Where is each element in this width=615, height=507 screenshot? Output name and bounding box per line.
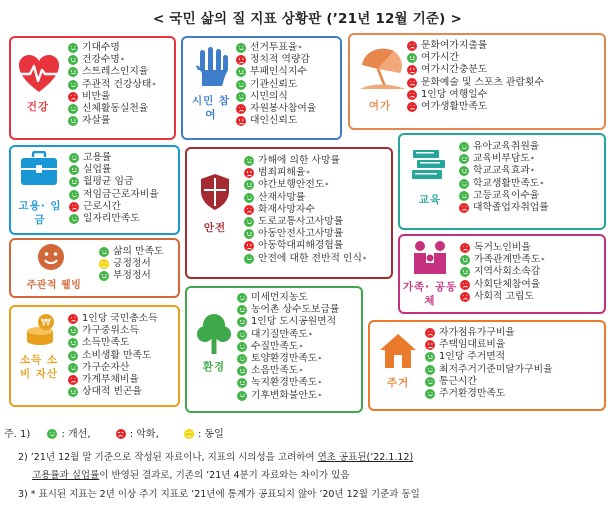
- indicator-item: [237, 365, 339, 377]
- indicator-label: 신체활동실천율: [82, 102, 149, 114]
- improved-face-icon: [69, 190, 79, 200]
- improved-face-icon: [244, 254, 254, 264]
- worsened-face-icon: [407, 102, 417, 112]
- indicator-item: [459, 141, 549, 153]
- improved-face-icon: [99, 271, 109, 281]
- indicator-item: [68, 313, 158, 325]
- improved-face-icon: [99, 247, 109, 257]
- improved-face-icon: [425, 389, 435, 399]
- indicator-label: 실업률: [83, 164, 112, 176]
- house-icon: [378, 332, 418, 370]
- domain-label-subjective: 주관적 웰빙: [26, 280, 82, 291]
- domain-label-education: 교육: [418, 194, 442, 206]
- indicator-item: [244, 167, 366, 179]
- family-icon: [410, 240, 450, 276]
- indicator-label: 고용률: [83, 152, 112, 163]
- legend-note: [4, 425, 224, 440]
- domain-label-environment: 환경: [202, 361, 226, 373]
- indicator-item: [99, 246, 163, 258]
- indicator-item: [425, 388, 553, 400]
- indicator-item: [69, 201, 159, 213]
- indicator-item: [68, 42, 156, 54]
- improved-face-icon: [47, 429, 57, 439]
- indicator-item: [68, 115, 156, 127]
- legend-same-label: : 동일: [197, 429, 224, 440]
- worsened-face-icon: [407, 65, 417, 75]
- indicator-label: 1인당 국민총소득: [82, 313, 158, 324]
- worsened-face-icon: [460, 243, 470, 253]
- indicator-item: [244, 204, 366, 216]
- biennial-marker: *: [541, 256, 545, 265]
- indicator-item: [407, 101, 544, 113]
- indicator-item: [68, 325, 158, 337]
- indicator-label: 1인당 여행일수: [421, 88, 488, 100]
- indicator-label: 대인신뢰도: [250, 115, 298, 127]
- worsened-face-icon: [407, 41, 417, 51]
- domain-label-health: 건강: [26, 101, 50, 113]
- indicator-list-health: [68, 42, 156, 127]
- indicator-label: 아동학대피해경험률: [258, 240, 344, 252]
- indicator-item: [237, 292, 339, 304]
- biennial-marker: *: [120, 56, 125, 65]
- indicator-item: [236, 103, 316, 115]
- improved-face-icon: [68, 104, 78, 114]
- worsened-face-icon: [244, 205, 254, 215]
- indicator-label: 기대수명: [82, 42, 120, 53]
- domain-box-education: [398, 133, 606, 230]
- indicator-label: 1인당 주거면적: [439, 351, 506, 363]
- indicator-label: 상대적 빈곤율: [82, 386, 142, 398]
- worsened-face-icon: [236, 55, 246, 65]
- improved-face-icon: [68, 67, 78, 77]
- note-2-text-a: 2) ’21년 12월 말 기준으로 작성된 자료이나, 지표의 시의성을 고려하여: [18, 452, 318, 463]
- same-face-icon: [99, 259, 109, 269]
- improved-face-icon: [68, 338, 78, 348]
- indicator-item: [236, 115, 316, 127]
- improved-face-icon: [459, 179, 469, 189]
- indicator-item: [237, 353, 339, 365]
- domain-box-environment: [185, 286, 363, 413]
- improved-face-icon: [459, 166, 469, 176]
- improved-face-icon: [237, 330, 247, 340]
- indicator-list-housing: [425, 327, 553, 400]
- domain-label-employment: 고용· 임금: [18, 200, 62, 226]
- improved-face-icon: [69, 165, 79, 175]
- indicator-item: [68, 337, 158, 349]
- indicator-label: 미세먼지농도: [251, 292, 308, 303]
- biennial-marker: *: [299, 342, 303, 351]
- indicator-label: 가구중위소득: [82, 325, 139, 337]
- indicator-item: [459, 153, 549, 165]
- biennial-marker: *: [318, 379, 322, 388]
- indicator-item: [237, 377, 339, 389]
- indicator-list-subjective: [99, 246, 163, 283]
- indicator-label: 지역사회소속감: [474, 266, 541, 278]
- improved-face-icon: [237, 354, 247, 364]
- domain-box-income: [9, 305, 180, 407]
- indicator-list-family: [460, 242, 545, 303]
- improved-face-icon: [68, 351, 78, 361]
- same-face-icon: [184, 429, 194, 439]
- improved-face-icon: [425, 365, 435, 375]
- indicator-label: 주택임대료비율: [439, 339, 506, 351]
- indicator-item: [237, 390, 339, 402]
- biennial-marker: *: [306, 169, 310, 178]
- indicator-item: [69, 152, 159, 164]
- indicator-label: 가족관계만족도: [474, 254, 541, 266]
- indicator-label: 스트레스인지율: [82, 66, 149, 78]
- indicator-item: [460, 242, 545, 254]
- indicator-item: [244, 228, 366, 240]
- indicator-label: 가구순자산: [82, 361, 130, 373]
- domain-box-health: [9, 36, 176, 140]
- indicator-label: 가해에 의한 사망률: [258, 155, 340, 166]
- improved-face-icon: [68, 80, 78, 90]
- improved-face-icon: [68, 55, 78, 65]
- indicator-label: 토양환경만족도: [251, 352, 318, 364]
- indicator-label: 대기질만족도: [251, 328, 308, 340]
- indicator-label: 유아교육취원율: [473, 141, 540, 152]
- smiley-face-icon: [37, 243, 65, 271]
- shield-icon: [199, 173, 231, 211]
- heartbeat-icon: [17, 54, 61, 94]
- indicator-label: 주관적 건강상태: [82, 78, 152, 90]
- indicator-label: 주거환경만족도: [439, 387, 506, 399]
- note-2-text-b: 연초 공표된(’22.1.12): [317, 452, 414, 463]
- domain-box-safety: [185, 147, 393, 279]
- indicator-item: [407, 77, 544, 89]
- domain-box-subjective: [9, 238, 180, 298]
- indicator-item: [236, 91, 316, 103]
- improved-face-icon: [244, 180, 254, 190]
- indicator-label: 야간보행안전도: [258, 179, 325, 191]
- indicator-item: [99, 258, 163, 270]
- indicator-label: 비만율: [82, 90, 111, 102]
- page-title: < 국민 삶의 질 지표 상황판 (’21년 12월 기준) >: [153, 11, 462, 27]
- biennial-marker: *: [530, 167, 535, 176]
- worsened-face-icon: [407, 90, 417, 100]
- indicator-label: 여가시간충분도: [421, 64, 488, 76]
- indicator-item: [425, 339, 553, 351]
- worsened-face-icon: [236, 116, 246, 126]
- worsened-face-icon: [244, 241, 254, 251]
- biennial-marker: *: [152, 80, 156, 89]
- note-2-line-2: [32, 467, 350, 481]
- indicator-label: 문화예술 및 스포츠 관람횟수: [421, 76, 544, 88]
- domain-box-civic: [181, 36, 342, 140]
- indicator-item: [69, 176, 159, 188]
- indicator-item: [68, 91, 156, 103]
- indicator-item: [237, 341, 339, 353]
- indicator-item: [237, 304, 339, 316]
- indicator-item: [68, 374, 158, 386]
- improved-face-icon: [237, 391, 247, 401]
- indicator-label: 건강수명: [82, 54, 120, 66]
- improved-face-icon: [68, 363, 78, 373]
- indicator-item: [407, 89, 544, 101]
- indicator-label: 긍정정서: [113, 258, 151, 270]
- improved-face-icon: [244, 193, 254, 203]
- improved-face-icon: [237, 317, 247, 327]
- improved-face-icon: [244, 156, 254, 166]
- indicator-label: 근로시간: [83, 200, 121, 212]
- indicator-label: 부정정서: [113, 270, 151, 282]
- worsened-face-icon: [236, 104, 246, 114]
- indicator-item: [68, 103, 156, 115]
- indicator-list-leisure: [407, 40, 544, 113]
- indicator-item: [459, 190, 549, 202]
- indicator-item: [460, 266, 545, 278]
- raised-hands-icon: [192, 46, 232, 88]
- indicator-item: [236, 42, 316, 54]
- improved-face-icon: [69, 214, 79, 224]
- improved-face-icon: [460, 255, 470, 265]
- indicator-item: [459, 165, 549, 177]
- indicator-label: 농어촌 상수도보급률: [251, 304, 340, 316]
- note-2-text-c: 고용률과 실업률: [32, 470, 100, 481]
- worsened-face-icon: [407, 78, 417, 88]
- domain-box-housing: [368, 320, 606, 411]
- worsened-face-icon: [68, 375, 78, 385]
- indicator-item: [407, 52, 544, 64]
- improved-face-icon: [237, 293, 247, 303]
- improved-face-icon: [68, 43, 78, 53]
- indicator-label: 여가시간: [421, 52, 459, 64]
- indicator-label: 여가생활만족도: [421, 100, 488, 112]
- improved-face-icon: [68, 326, 78, 336]
- indicator-label: 화재사망자수: [258, 203, 315, 215]
- improved-face-icon: [425, 352, 435, 362]
- indicator-label: 1인당 도시공원면적: [251, 316, 337, 328]
- improved-face-icon: [68, 116, 78, 126]
- biennial-marker: *: [325, 181, 329, 190]
- indicator-item: [68, 362, 158, 374]
- indicator-label: 일자리만족도: [83, 212, 140, 224]
- indicator-label: 통근시간: [439, 375, 477, 387]
- indicator-label: 최저주거기준미달가구비율: [439, 363, 553, 375]
- biennial-marker: *: [308, 330, 313, 339]
- improved-face-icon: [68, 387, 78, 397]
- improved-face-icon: [425, 377, 435, 387]
- improved-face-icon: [459, 191, 469, 201]
- domain-label-safety: 안전: [203, 222, 227, 234]
- indicator-item: [407, 64, 544, 76]
- indicator-item: [460, 291, 545, 303]
- improved-face-icon: [236, 43, 246, 53]
- improved-face-icon: [407, 53, 417, 63]
- indicator-label: 선거투표율: [250, 42, 298, 53]
- indicator-label: 저임금근로자비율: [83, 188, 159, 200]
- indicator-label: 사회적 고립도: [474, 290, 534, 302]
- indicator-label: 소득만족도: [82, 337, 130, 349]
- indicator-list-civic: [236, 42, 316, 127]
- indicator-label: 자살률: [82, 115, 111, 127]
- indicator-list-education: [459, 141, 549, 214]
- improved-face-icon: [460, 267, 470, 277]
- indicator-item: [244, 253, 366, 265]
- beach-umbrella-icon: [358, 43, 408, 93]
- indicator-label: 안전에 대한 전반적 인식: [258, 252, 362, 264]
- improved-face-icon: [244, 217, 254, 227]
- indicator-label: 시민의식: [250, 90, 288, 102]
- note-2-text-d: 이 반영된 결과로, 기존의 ’21년 4분기 자료와는 차이가 있음: [99, 470, 350, 481]
- improved-face-icon: [244, 229, 254, 239]
- biennial-marker: *: [540, 179, 544, 188]
- indicator-item: [425, 327, 553, 339]
- indicator-item: [425, 364, 553, 376]
- svg-text:₩: ₩: [41, 317, 51, 329]
- tree-icon: [195, 312, 233, 356]
- worsened-face-icon: [425, 328, 435, 338]
- indicator-label: 녹지환경만족도: [251, 377, 318, 389]
- indicator-item: [460, 254, 545, 266]
- improved-face-icon: [237, 305, 247, 315]
- indicator-item: [68, 386, 158, 398]
- indicator-label: 독거노인비율: [474, 242, 531, 253]
- indicator-item: [244, 155, 366, 167]
- indicator-item: [244, 216, 366, 228]
- indicator-label: 삶의 만족도: [113, 246, 164, 257]
- worsened-face-icon: [460, 280, 470, 290]
- indicator-item: [460, 279, 545, 291]
- domain-box-employment: [9, 145, 180, 235]
- indicator-label: 산재사망률: [258, 191, 306, 203]
- domain-label-income: 소득 소비 자산: [19, 354, 59, 380]
- indicator-item: [425, 376, 553, 388]
- indicator-label: 기후변화불안도: [251, 389, 318, 401]
- worsened-face-icon: [460, 292, 470, 302]
- biennial-marker: *: [318, 391, 322, 400]
- biennial-marker: *: [362, 254, 367, 263]
- improved-face-icon: [69, 153, 79, 163]
- indicator-label: 자원봉사참여율: [250, 102, 317, 114]
- improved-face-icon: [237, 378, 247, 388]
- improved-face-icon: [237, 366, 247, 376]
- note-2-line-1: [18, 449, 413, 463]
- indicator-item: [68, 79, 156, 91]
- improved-face-icon: [236, 80, 246, 90]
- indicator-item: [69, 213, 159, 225]
- worsened-face-icon: [425, 340, 435, 350]
- indicator-item: [244, 192, 366, 204]
- improved-face-icon: [69, 177, 79, 187]
- indicator-label: 부패인식지수: [250, 66, 307, 78]
- indicator-item: [236, 79, 316, 91]
- legend-improved-label: : 개선,: [61, 429, 91, 440]
- worsened-face-icon: [116, 429, 126, 439]
- indicator-label: 자가점유가구비율: [439, 327, 515, 338]
- legend-worsened-label: : 악화,: [129, 429, 159, 440]
- indicator-item: [407, 40, 544, 52]
- indicator-item: [244, 240, 366, 252]
- worsened-face-icon: [69, 202, 79, 212]
- indicator-item: [69, 164, 159, 176]
- biennial-marker: *: [298, 44, 302, 52]
- indicator-item: [459, 202, 549, 214]
- indicator-item: [99, 270, 163, 282]
- domain-box-family: [398, 234, 606, 314]
- domain-label-leisure: 여가: [368, 100, 392, 112]
- improved-face-icon: [459, 154, 469, 164]
- indicator-label: 기관신뢰도: [250, 78, 298, 90]
- worsened-face-icon: [68, 314, 78, 324]
- indicator-label: 가계부채비율: [82, 373, 139, 385]
- indicator-label: 대학졸업자취업률: [473, 201, 549, 213]
- indicator-label: 월평균 임금: [83, 176, 134, 188]
- indicator-list-income: [68, 313, 158, 398]
- indicator-label: 범죄피해율: [258, 167, 306, 179]
- improved-face-icon: [236, 92, 246, 102]
- note-3: 3) * 표시된 지표는 2년 이상 주기 지표로 ’21년에 통계가 공표되지 않아 ’20년 12월 기준과 동일: [18, 489, 420, 500]
- books-icon: [410, 149, 448, 183]
- indicator-item: [68, 350, 158, 362]
- briefcase-icon: [20, 151, 58, 187]
- indicator-item: [69, 189, 159, 201]
- indicator-label: 학교교육효과: [473, 165, 530, 177]
- coins-icon: [22, 313, 58, 347]
- biennial-marker: *: [318, 354, 322, 363]
- biennial-marker: *: [530, 155, 535, 164]
- domain-label-civic: 시민 참여: [191, 95, 231, 121]
- worsened-face-icon: [459, 203, 469, 213]
- domain-label-housing: 주거: [386, 377, 410, 389]
- note-prefix: 주. 1): [4, 429, 31, 440]
- indicator-item: [237, 329, 339, 341]
- worsened-face-icon: [244, 168, 254, 178]
- improved-face-icon: [236, 67, 246, 77]
- indicator-list-safety: [244, 155, 366, 265]
- indicator-list-employment: [69, 152, 159, 225]
- indicator-label: 고등교육이수율: [473, 189, 540, 201]
- indicator-label: 정치적 역량감: [250, 54, 310, 66]
- indicator-label: 소음만족도: [251, 365, 299, 377]
- indicator-label: 소비생활 만족도: [82, 349, 152, 361]
- indicator-label: 학교생활만족도: [473, 177, 540, 189]
- indicator-label: 도로교통사고사망률: [258, 215, 344, 227]
- indicator-item: [68, 54, 156, 66]
- worsened-face-icon: [68, 92, 78, 102]
- indicator-label: 교육비부담도: [473, 153, 530, 165]
- indicator-item: [425, 351, 553, 363]
- indicator-label: 문화여가지출률: [421, 40, 488, 51]
- indicator-item: [237, 316, 339, 328]
- indicator-item: [459, 178, 549, 190]
- indicator-item: [244, 179, 366, 191]
- indicator-label: 수질만족도: [251, 340, 299, 352]
- domain-label-family: 가족· 공동체: [402, 281, 458, 307]
- indicator-item: [68, 66, 156, 78]
- indicator-label: 아동안전사고사망률: [258, 228, 344, 240]
- indicator-item: [236, 54, 316, 66]
- indicator-label: 사회단체참여율: [474, 278, 541, 290]
- indicator-item: [236, 66, 316, 78]
- improved-face-icon: [459, 142, 469, 152]
- indicator-list-environment: [237, 292, 339, 402]
- improved-face-icon: [237, 342, 247, 352]
- biennial-marker: *: [299, 367, 303, 376]
- domain-box-leisure: [348, 33, 606, 130]
